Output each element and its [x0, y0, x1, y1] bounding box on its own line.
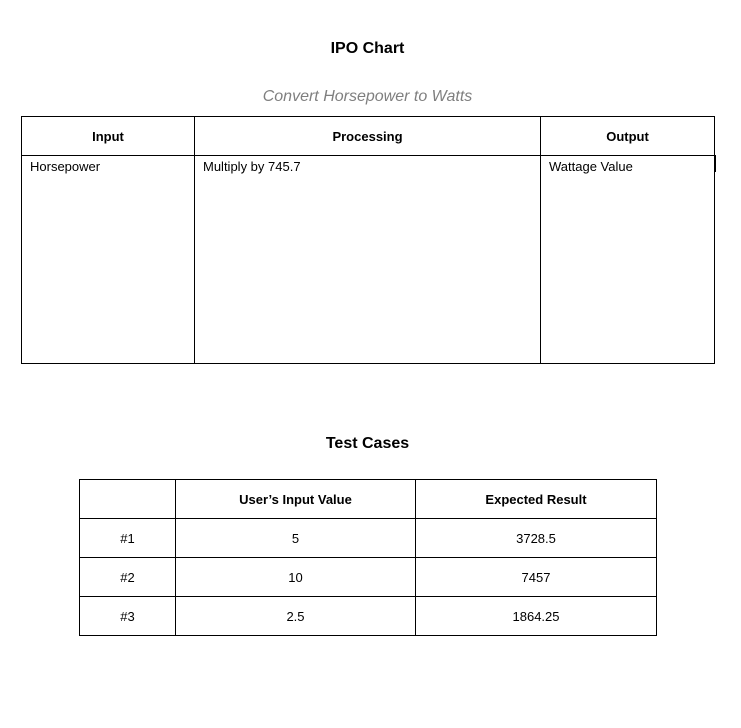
ipo-processing-cell[interactable]: Multiply by 745.7 [195, 156, 541, 364]
test-cases-table [79, 479, 657, 636]
test-input-value[interactable]: 10 [176, 558, 416, 597]
test-case-id[interactable]: #2 [80, 558, 176, 597]
table-row [80, 597, 657, 636]
test-header-expected: Expected Result [416, 480, 657, 519]
table-row [80, 558, 657, 597]
test-input-value[interactable]: 2.5 [176, 597, 416, 636]
ipo-header-processing: Processing [195, 117, 541, 156]
ipo-header-output: Output [541, 117, 715, 156]
ipo-output-cell[interactable]: Wattage Value [541, 156, 715, 364]
ipo-table [21, 116, 715, 364]
test-expected-result[interactable]: 3728.5 [416, 519, 657, 558]
test-expected-result[interactable]: 1864.25 [416, 597, 657, 636]
test-header-id [80, 480, 176, 519]
ipo-header-input: Input [22, 117, 195, 156]
test-cases-title: Test Cases [325, 435, 410, 452]
ipo-input-cell[interactable]: Horsepower [22, 156, 195, 364]
test-expected-result[interactable]: 7457 [416, 558, 657, 597]
table-row [80, 519, 657, 558]
test-case-id[interactable]: #3 [80, 597, 176, 636]
page-subtitle: Convert Horsepower to Watts [262, 88, 473, 105]
page-title: IPO Chart [330, 40, 405, 57]
test-case-id[interactable]: #1 [80, 519, 176, 558]
ipo-content-row [22, 156, 715, 364]
ipo-header-row [22, 117, 715, 156]
test-input-value[interactable]: 5 [176, 519, 416, 558]
test-header-input: User’s Input Value [176, 480, 416, 519]
text-cursor [715, 155, 716, 172]
test-header-row [80, 480, 657, 519]
